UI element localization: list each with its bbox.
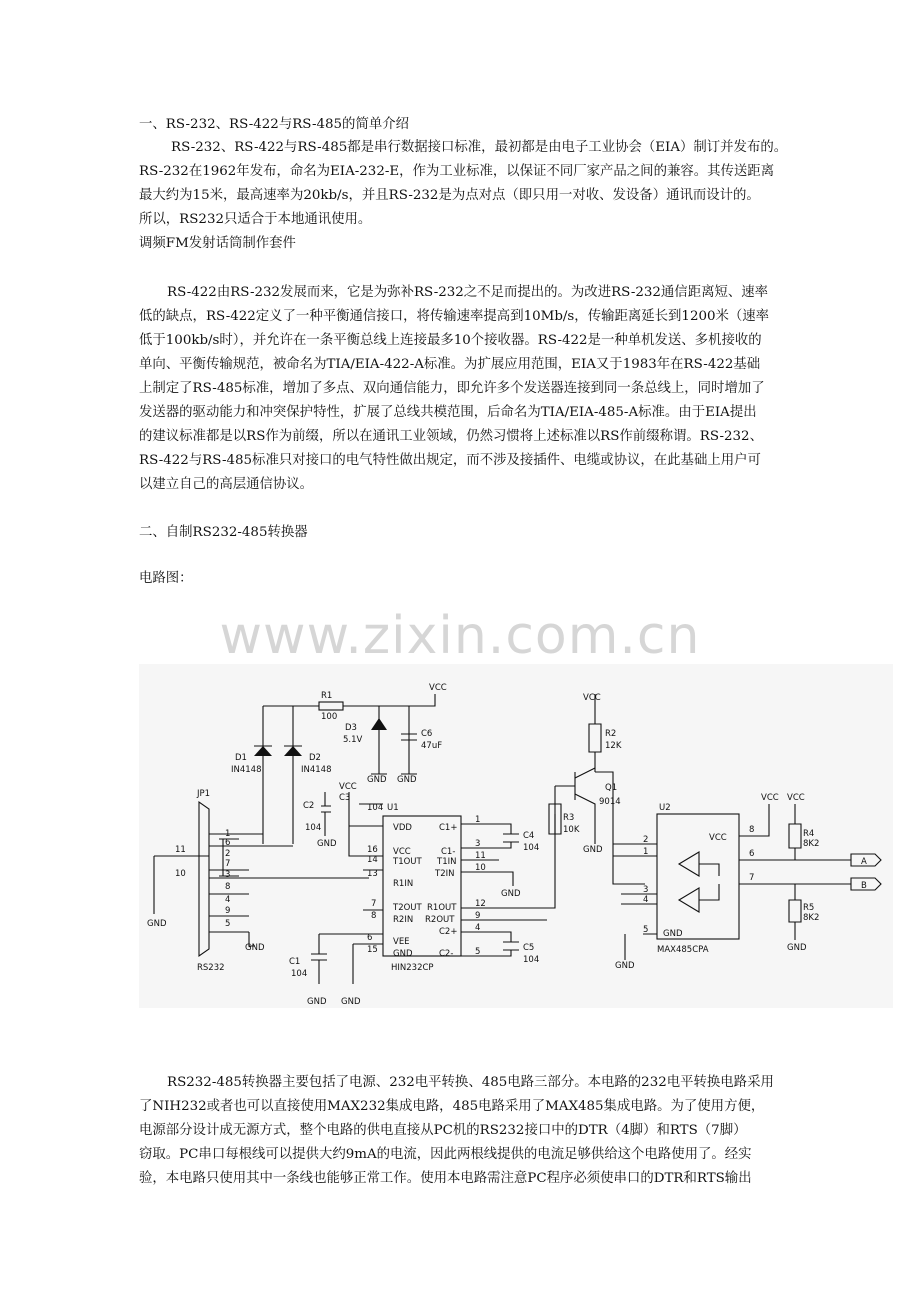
- u1-pin-t2in: T2IN: [435, 869, 455, 879]
- svg-text:3: 3: [225, 870, 231, 880]
- r5-value: 8K2: [803, 913, 820, 923]
- paragraph-line: RS-232、RS-422与RS-485都是串行数据接口标准，最初都是由电子工业协会（EIA）制订并发布的。: [171, 140, 788, 155]
- gnd-label: GND: [341, 997, 361, 1007]
- c1-value: 104: [291, 969, 308, 979]
- paragraph-line: 以建立自己的高层通信协议。: [139, 477, 314, 492]
- c5-label: C5: [523, 943, 535, 953]
- svg-text:14: 14: [367, 855, 378, 865]
- gnd-label: GND: [307, 997, 327, 1007]
- section-heading-2: 二、自制RS232-485转换器: [139, 525, 308, 540]
- circuit-label: 电路图：: [139, 571, 193, 586]
- gnd-label: GND: [583, 845, 603, 855]
- u1-pin-r1out: R1OUT: [427, 903, 457, 913]
- u1-part: HIN232CP: [391, 963, 434, 973]
- svg-text:9: 9: [225, 906, 231, 916]
- jp1-label: JP1: [197, 789, 211, 799]
- r3-value: 10K: [563, 825, 580, 835]
- svg-text:8: 8: [749, 825, 755, 835]
- gnd-label: GND: [245, 943, 265, 953]
- c6-label: C6: [421, 729, 433, 739]
- r2-label: R2: [605, 729, 617, 739]
- u1-label: U1: [387, 803, 399, 813]
- svg-text:5: 5: [225, 919, 231, 929]
- svg-text:2: 2: [643, 835, 649, 845]
- r4-value: 8K2: [803, 839, 820, 849]
- svg-text:15: 15: [367, 945, 378, 955]
- svg-text:5: 5: [475, 947, 481, 957]
- u1-pin-vdd: VDD: [393, 823, 412, 833]
- r4-label: R4: [803, 829, 815, 839]
- gnd-label: GND: [317, 839, 337, 849]
- paragraph-line: 验，本电路只使用其中一条线也能够正常工作。使用本电路需注意PC程序必须使串口的DTR和RTS输出: [139, 1171, 752, 1186]
- svg-text:11: 11: [175, 845, 186, 855]
- paragraph-line: RS232-485转换器主要包括了电源、232电平转换、485电路三部分。本电路的232电平转换电路采用: [167, 1075, 774, 1090]
- u1-pin-gnd: GND: [393, 949, 413, 959]
- d3-value: 5.1V: [343, 735, 363, 745]
- rs232-label: RS232: [197, 963, 225, 973]
- gnd-label: GND: [615, 961, 635, 971]
- svg-text:9: 9: [475, 911, 481, 921]
- svg-text:4: 4: [475, 923, 481, 933]
- r1-label: R1: [321, 691, 333, 701]
- vcc-label: VCC: [583, 693, 601, 703]
- c3-label: C3: [339, 793, 351, 803]
- d1-value: IN4148: [231, 765, 262, 775]
- svg-text:4: 4: [225, 895, 231, 905]
- u1-pin-t2out: T2OUT: [393, 903, 422, 913]
- u1-pin-r1in: R1IN: [393, 879, 414, 889]
- r1-value: 100: [321, 712, 338, 722]
- vcc-label: VCC: [429, 683, 447, 693]
- svg-text:12: 12: [475, 899, 486, 909]
- svg-text:13: 13: [367, 869, 378, 879]
- d2-label: D2: [309, 753, 321, 763]
- svg-text:7: 7: [749, 873, 755, 883]
- u2-pin-vcc: VCC: [709, 833, 727, 843]
- r3-label: R3: [563, 813, 575, 823]
- paragraph-line: 窃取。PC串口每根线可以提供大约9mA的电流，因此两根线提供的电流足够供给这个电路使用了。经实: [139, 1147, 752, 1162]
- vcc-label: VCC: [761, 793, 779, 803]
- svg-text:10: 10: [475, 863, 486, 873]
- c4-label: C4: [523, 831, 535, 841]
- bus-a-label: A: [861, 857, 867, 867]
- gnd-label: GND: [501, 889, 521, 899]
- u1-pin-c1m: C1-: [441, 847, 456, 857]
- u1-pin-vcc: VCC: [393, 847, 411, 857]
- section-heading-1: 一、RS-232、RS-422与RS-485的简单介绍: [139, 117, 410, 132]
- q1-label: Q1: [605, 783, 618, 793]
- gnd-label: GND: [367, 775, 387, 785]
- svg-text:6: 6: [225, 838, 231, 848]
- svg-text:4: 4: [643, 895, 649, 905]
- u1-pin-c2p: C2+: [439, 927, 458, 937]
- u2-label: U2: [659, 803, 671, 813]
- u1-pin-c1p: C1+: [439, 823, 458, 833]
- c3-value: 104: [367, 803, 384, 813]
- paragraph-line: 上制定了RS-485标准，增加了多点、双向通信能力，即允许多个发送器连接到同一条总线上，同时增加了: [139, 381, 765, 396]
- u2-part: MAX485CPA: [657, 945, 709, 955]
- svg-text:1: 1: [225, 829, 231, 839]
- c6-value: 47uF: [421, 741, 443, 751]
- q1-value: 9014: [599, 797, 621, 807]
- svg-text:8: 8: [371, 911, 377, 921]
- svg-text:8: 8: [225, 882, 231, 892]
- c4-value: 104: [523, 843, 540, 853]
- paragraph-line: RS-232在1962年发布，命名为EIA-232-E，作为工业标准，以保证不同厂家产品之间的兼容。其传送距离: [139, 164, 775, 179]
- paragraph-line: 低于100kb/s时），并允许在一条平衡总线上连接最多10个接收器。RS-422是一种单机发送、多机接收的: [139, 333, 762, 348]
- u1-pin-vee: VEE: [393, 937, 410, 947]
- svg-text:5: 5: [643, 925, 649, 935]
- paragraph-line: 单向、平衡传输规范，被命名为TIA/EIA-422-A标准。为扩展应用范围，EIA又于1983年在RS-422基础: [139, 357, 761, 372]
- paragraph-line: RS-422与RS-485标准只对接口的电气特性做出规定，而不涉及接插件、电缆或协议，在此基础上用户可: [139, 453, 761, 468]
- u2-pin-gnd: GND: [663, 929, 683, 939]
- d3-label: D3: [345, 723, 357, 733]
- d1-label: D1: [235, 753, 247, 763]
- bus-b-label: B: [861, 881, 867, 891]
- paragraph-line: 电源部分设计成无源方式，整个电路的供电直接从PC机的RS232接口中的DTR（4脚）和RTS（7脚）: [139, 1123, 747, 1138]
- gnd-label: GND: [397, 775, 417, 785]
- svg-text:10: 10: [175, 869, 186, 879]
- svg-text:6: 6: [749, 849, 755, 859]
- c2-value: 104: [305, 823, 322, 833]
- u1-pin-c2m: C2-: [439, 949, 454, 959]
- svg-text:11: 11: [475, 851, 486, 861]
- c1-label: C1: [289, 957, 301, 967]
- svg-text:6: 6: [367, 933, 373, 943]
- watermark: www.zixin.com.cn: [219, 606, 701, 666]
- c5-value: 104: [523, 955, 540, 965]
- vcc-label: VCC: [787, 793, 805, 803]
- paragraph-line: 发送器的驱动能力和冲突保护特性，扩展了总线共模范围，后命名为TIA/EIA-485-A标准。由于EIA提出: [139, 405, 757, 420]
- paragraph-line: 了NIH232或者也可以直接使用MAX232集成电路，485电路采用了MAX485集成电路。为了使用方便，: [139, 1099, 765, 1114]
- c2-label: C2: [303, 801, 315, 811]
- vcc-label: VCC: [339, 782, 357, 792]
- svg-text:1: 1: [475, 815, 481, 825]
- gnd-label: GND: [787, 943, 807, 953]
- svg-text:3: 3: [475, 839, 481, 849]
- svg-text:16: 16: [367, 845, 378, 855]
- circuit-schematic: [139, 664, 893, 1008]
- svg-text:7: 7: [371, 899, 377, 909]
- paragraph-line: 所以，RS232只适合于本地通讯使用。: [139, 212, 372, 227]
- paragraph-line: RS-422由RS-232发展而来，它是为弥补RS-232之不足而提出的。为改进RS-232通信距离短、速率: [167, 285, 769, 300]
- svg-text:3: 3: [643, 885, 649, 895]
- svg-text:1: 1: [643, 847, 649, 857]
- u1-pin-r2out: R2OUT: [425, 915, 455, 925]
- svg-text:7: 7: [225, 859, 231, 869]
- svg-text:2: 2: [225, 849, 231, 859]
- r2-value: 12K: [605, 741, 622, 751]
- paragraph-line: 的建议标准都是以RS作为前缀，所以在通讯工业领域，仍然习惯将上述标准以RS作前缀称谓。RS-232、: [139, 429, 763, 444]
- u1-pin-r2in: R2IN: [393, 915, 414, 925]
- u1-pin-t1out: T1OUT: [393, 857, 422, 867]
- link-text[interactable]: 调频FM发射话筒制作套件: [139, 236, 296, 251]
- u1-pin-t1in: T1IN: [437, 857, 457, 867]
- paragraph-line: 低的缺点，RS-422定义了一种平衡通信接口，将传输速率提高到10Mb/s，传输距离延长到1200米（速率: [139, 309, 770, 324]
- d2-value: IN4148: [301, 765, 332, 775]
- gnd-label: GND: [147, 919, 167, 929]
- paragraph-line: 最大约为15米，最高速率为20kb/s，并且RS-232是为点对点（即只用一对收、发设备）通讯而设计的。: [139, 188, 760, 203]
- r5-label: R5: [803, 903, 815, 913]
